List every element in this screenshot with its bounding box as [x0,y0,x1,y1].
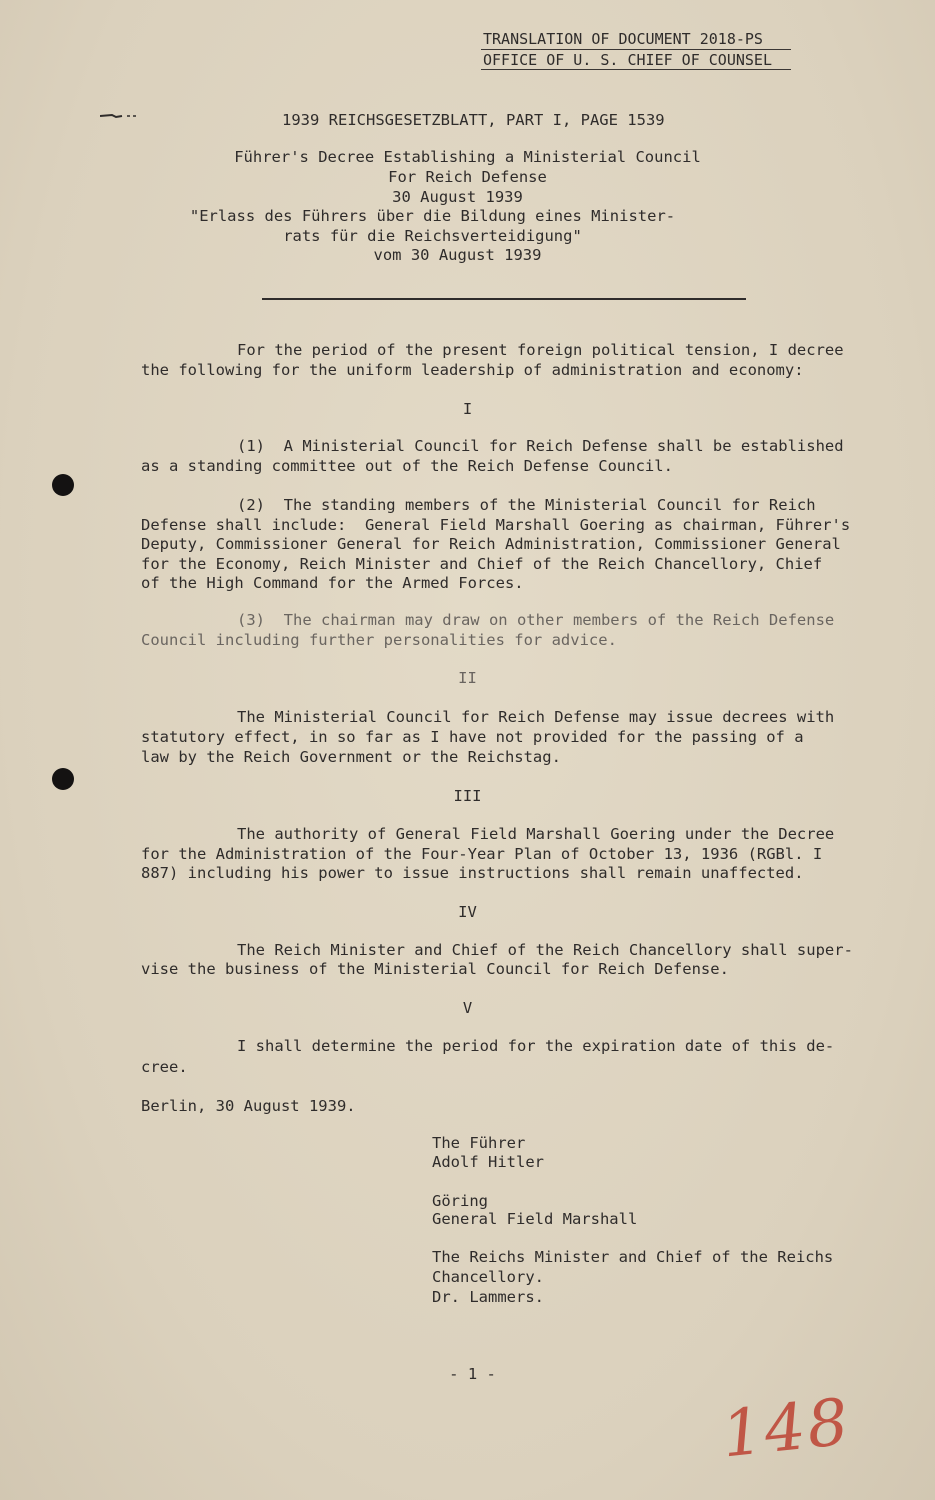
translation-header-line1: TRANSLATION OF DOCUMENT 2018-PS [483,30,763,48]
signature3-name: Dr. Lammers. [432,1288,544,1306]
decree-title-de-line2: rats für die Reichsverteidigung" [283,227,582,245]
punch-hole-icon [52,768,74,790]
signature3-line1: The Reichs Minister and Chief of the Reichs [432,1248,834,1266]
place-date: Berlin, 30 August 1939. [141,1097,356,1115]
margin-mark-icon [100,112,136,120]
section1-p2-line1: (2) The standing members of the Ministerial Council for Reich [237,496,816,514]
signature2-title: General Field Marshall [432,1210,638,1228]
section4-line2: vise the business of the Ministerial Council for Reich Defense. [141,960,729,978]
header-underline-1 [481,49,791,50]
translation-header-line2: OFFICE OF U. S. CHIEF OF COUNSEL [483,51,772,69]
section2-line2: statutory effect, in so far as I have not provided for the passing of a [141,728,804,746]
signature1-title: The Führer [432,1134,526,1152]
intro-line1: For the period of the present foreign political tension, I decree [237,341,844,359]
intro-line2: the following for the uniform leadership of administration and economy: [141,361,804,379]
section5-line1: I shall determine the period for the expiration date of this de- [237,1037,835,1055]
section1-p2-line5: of the High Command for the Armed Forces. [141,574,524,592]
section-heading-3: III [453,787,482,805]
signature2-name: Göring [432,1192,488,1210]
section1-p3-line2: Council including further personalities for advice. [141,631,617,649]
section2-line1: The Ministerial Council for Reich Defense may issue decrees with [237,708,835,726]
section3-line3: 887) including his power to issue instructions shall remain unaffected. [141,864,804,882]
section1-p2-line4: for the Economy, Reich Minister and Chief of the Reich Chancellory, Chief [141,555,823,573]
section2-line3: law by the Reich Government or the Reichstag. [141,748,561,766]
decree-date: 30 August 1939 [392,188,523,206]
section4-line1: The Reich Minister and Chief of the Reich Chancellory shall super- [237,941,853,959]
decree-title-de-line1: "Erlass des Führers über die Bildung eines Minister- [189,207,676,225]
section1-p2-line3: Deputy, Commissioner General for Reich Administration, Commissioner General [141,535,841,553]
section1-p1-line1: (1) A Ministerial Council for Reich Defense shall be established [237,437,844,455]
signature3-line2: Chancellory. [432,1268,544,1286]
decree-title-en-line1: Führer's Decree Establishing a Ministerial Council [234,148,701,166]
handwritten-archive-number: 148 [718,1385,854,1473]
section3-line1: The authority of General Field Marshall Goering under the Decree [237,825,835,843]
decree-title-en-line2: For Reich Defense [388,168,547,186]
section-heading-4: IV [458,903,477,921]
signature1-name: Adolf Hitler [432,1153,544,1171]
section5-line2: cree. [141,1058,188,1076]
header-underline-2 [481,69,791,70]
section3-line2: for the Administration of the Four-Year Plan of October 13, 1936 (RGBl. I [141,845,823,863]
decree-title-de-line3: vom 30 August 1939 [373,246,542,264]
section-heading-5: V [462,999,473,1017]
section1-p2-line2: Defense shall include: General Field Marshall Goering as chairman, Führer's [141,516,851,534]
section1-p3-line1: (3) The chairman may draw on other members of the Reich Defense [237,611,835,629]
title-divider [262,298,746,300]
section-heading-2: II [458,669,477,687]
source-citation: 1939 REICHSGESETZBLATT, PART I, PAGE 1539 [282,111,665,129]
section1-p1-line2: as a standing committee out of the Reich Defense Council. [141,457,673,475]
punch-hole-icon [52,474,74,496]
page-number: - 1 - [449,1365,496,1383]
section-heading-1: I [462,400,473,418]
